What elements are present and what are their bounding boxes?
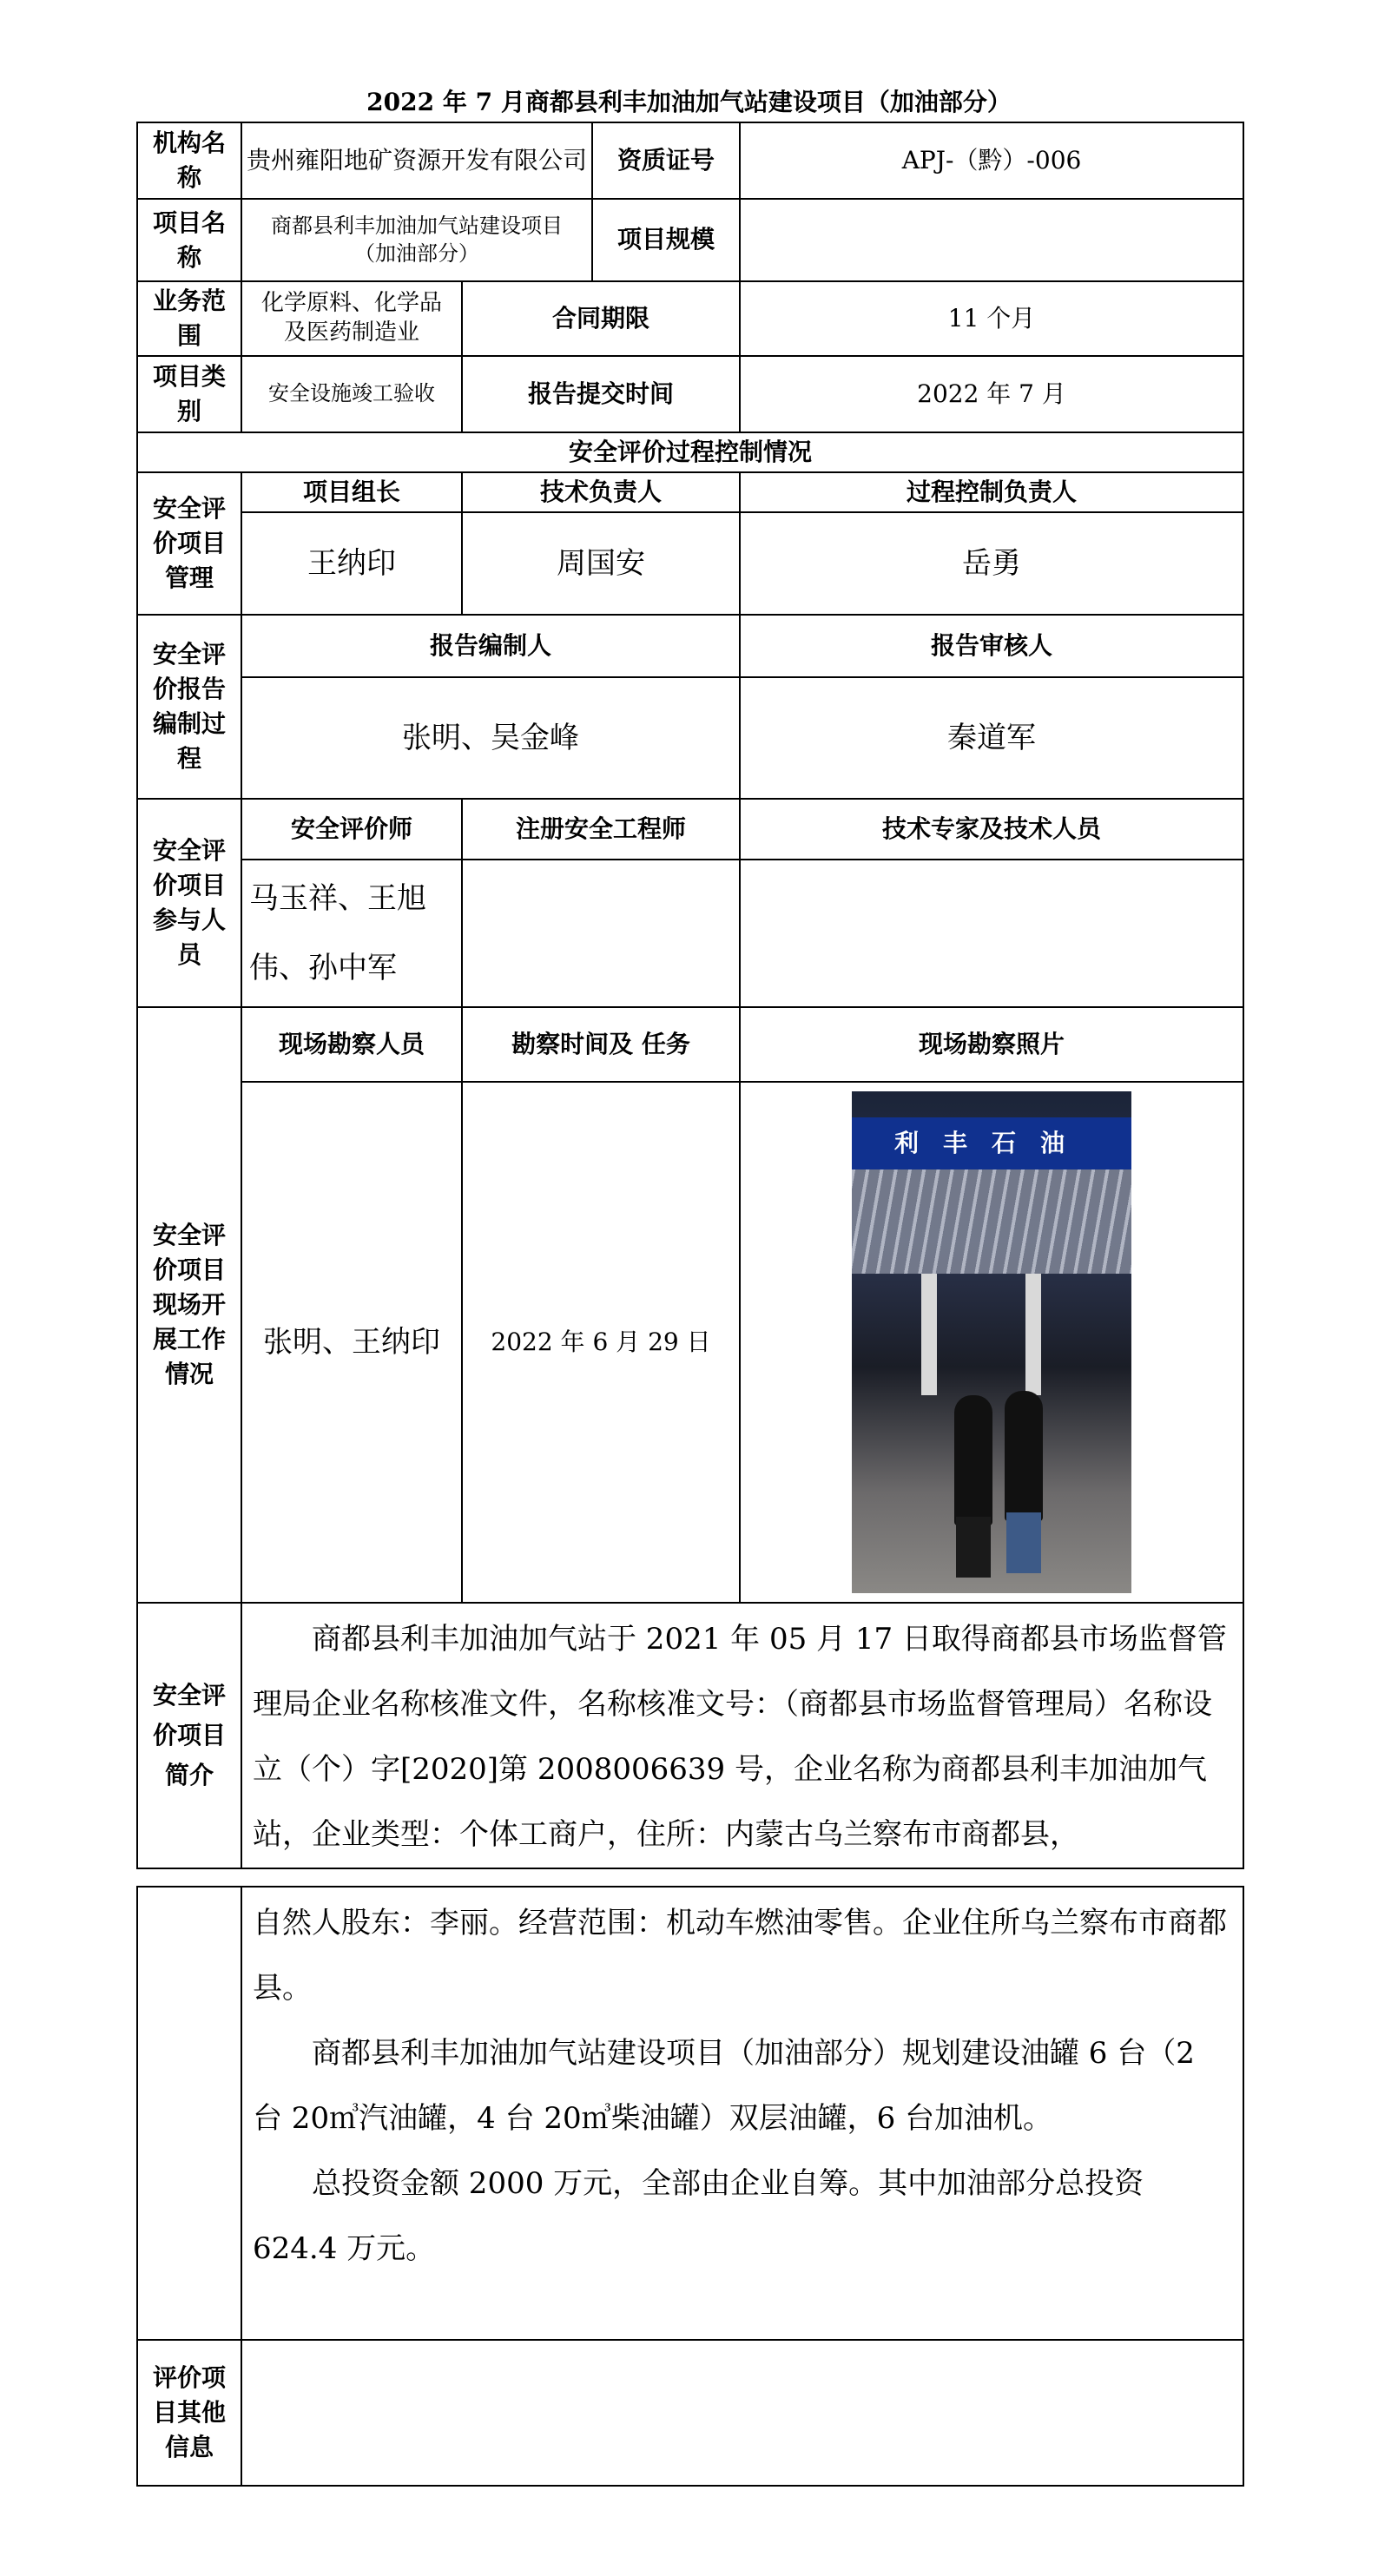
canopy-roof [852,1169,1131,1274]
scale-label: 项目规模 [592,199,740,281]
intro-body-continued [241,1887,1243,2340]
org-label: 机构名称 [137,122,241,199]
pillar [921,1274,937,1395]
photo-cell [740,1082,1243,1603]
authors-value: 张明、吴金峰 [241,677,740,799]
submit-value: 2022 年 7 月 [740,356,1243,432]
participants-label: 安全评价项目参与人员 [137,799,241,1007]
project-value: 商都县利丰加油加气站建设项目（加油部分） [241,199,592,281]
cert-value: APJ-（黔）-006 [740,122,1243,199]
person-figure [1005,1391,1043,1521]
cert-label: 资质证号 [592,122,740,199]
process-header: 安全评价过程控制情况 [137,432,1243,472]
page-title: 2022 年 7 月商都县利丰加油加气站建设项目（加油部分） [366,88,1012,116]
engineers-value [462,860,740,1007]
expert-label: 技术专家及技术人员 [740,799,1243,860]
process-label: 过程控制负责人 [740,472,1243,512]
term-label: 合同期限 [462,281,740,356]
management-label: 安全评价项目管理 [137,472,241,615]
business-label: 业务范围 [137,281,241,356]
org-value: 贵州雍阳地矿资源开发有限公司 [241,122,592,199]
person-legs [1006,1512,1041,1573]
intro-paragraph-4: 总投资金额 2000 万元，全部由企业自筹。其中加油部分总投资 624.4 万元。 [253,2166,1144,2266]
person-legs [956,1517,991,1578]
evaluator-label: 安全评价师 [241,799,462,860]
leader-label: 项目组长 [241,472,462,512]
time-value: 2022 年 6 月 29 日 [462,1082,740,1603]
intro-paragraph-2: 自然人股东：李丽。经营范围：机动车燃油零售。企业住所乌兰察布市商都县。 [253,1906,1227,2006]
engineer-label: 注册安全工程师 [462,799,740,860]
intro-label-continued [137,1887,241,2340]
person-figure [954,1395,992,1525]
author-label: 报告编制人 [241,615,740,677]
tech-label: 技术负责人 [462,472,740,512]
info-table-continued [136,1886,1244,2487]
time-label: 勘察时间及 任务 [462,1007,740,1082]
intro-label: 安全评价项目简介 [137,1603,241,1868]
tech-value: 周国安 [462,512,740,615]
leader-value: 王纳印 [241,512,462,615]
submit-label: 报告提交时间 [462,356,740,432]
business-value: 化学原料、化学品及医药制造业 [241,281,462,356]
site-label: 安全评价项目现场开展工作情况 [137,1007,241,1603]
evaluators-value: 马玉祥、王旭伟、孙中军 [241,860,462,1007]
category-value: 安全设施竣工验收 [241,356,462,432]
reviewer-label: 报告审核人 [740,615,1243,677]
scale-value [740,199,1243,281]
staff-value: 张明、王纳印 [241,1082,462,1603]
project-label: 项目名称 [137,199,241,281]
photo-label: 现场勘察照片 [740,1007,1243,1082]
category-label: 项目类别 [137,356,241,432]
reviewer-value: 秦道军 [740,677,1243,799]
staff-label: 现场勘察人员 [241,1007,462,1082]
other-label: 评价项目其他信息 [137,2340,241,2486]
intro-paragraph-1: 商都县利丰加油加气站于 2021 年 05 月 17 日取得商都县市场监督管理局企业名称核准文件，名称核准文号：（商都县市场监督管理局）名称设立（个）字[2020]第 2008006639 号，企业名称为商都县利丰加油加气站，企业类型：个体工商户，住所：内蒙古乌兰察布市商都县， [241,1603,1243,1868]
experts-value [740,860,1243,1007]
site-photo [852,1091,1131,1593]
canopy-sign: 利丰石油 [852,1117,1131,1169]
report-label: 安全评价报告编制过程 [137,615,241,799]
process-value: 岳勇 [740,512,1243,615]
other-value [241,2340,1243,2486]
intro-paragraph-3: 商都县利丰加油加气站建设项目（加油部分）规划建设油罐 6 台（2 台 20㎥汽油罐，4 台 20㎥柴油罐）双层油罐，6 台加油机。 [253,2036,1195,2136]
term-value: 11 个月 [740,281,1243,356]
info-table [136,122,1244,1869]
pillar [1025,1274,1041,1395]
